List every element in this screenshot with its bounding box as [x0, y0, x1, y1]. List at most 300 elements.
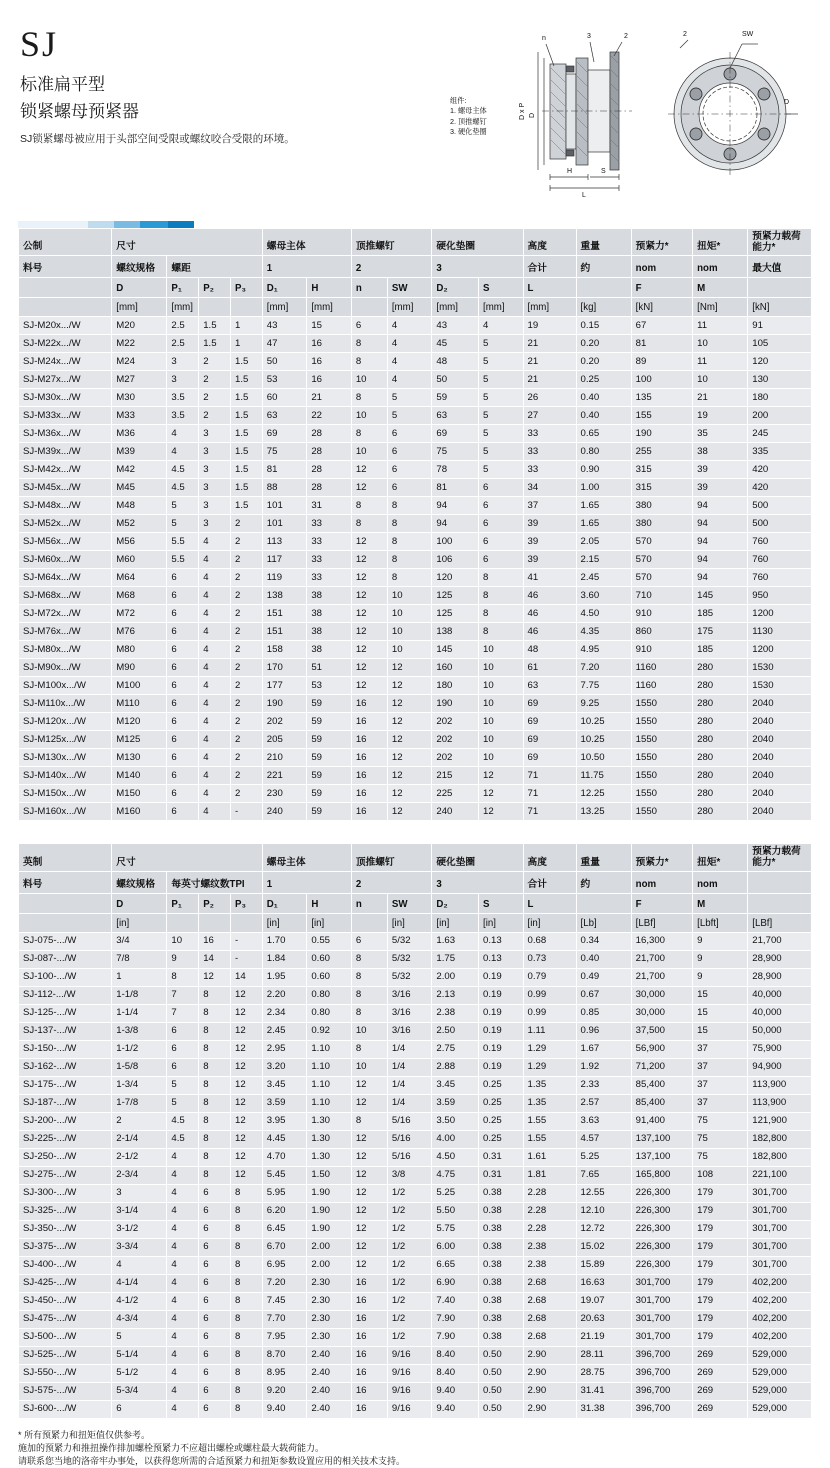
- cell-value: 179: [693, 1184, 748, 1202]
- cell-value: 6: [167, 731, 199, 749]
- m-sub-pitch: 螺距: [167, 256, 262, 278]
- cell-value: 37: [693, 1076, 748, 1094]
- cell-value: 4: [199, 641, 231, 659]
- cell-part-number: SJ-475-.../W: [19, 1310, 112, 1328]
- cell-value: 570: [631, 569, 692, 587]
- cell-value: 1/4: [387, 1040, 432, 1058]
- cell-value: 1.5: [231, 425, 263, 443]
- cell-value: 1.5: [231, 353, 263, 371]
- cell-value: 16.63: [576, 1274, 631, 1292]
- m-unit-code: [19, 298, 112, 317]
- cell-value: 170: [262, 659, 307, 677]
- cell-value: 8: [199, 1130, 231, 1148]
- cell-value: M24: [112, 353, 167, 371]
- cell-value: 151: [262, 605, 307, 623]
- cell-value: 81: [631, 335, 692, 353]
- cell-value: 3-1/2: [112, 1220, 167, 1238]
- cell-value: M56: [112, 533, 167, 551]
- cell-value: 12: [351, 1166, 387, 1184]
- cell-value: 113,900: [748, 1094, 812, 1112]
- cell-value: 179: [693, 1202, 748, 1220]
- cell-value: 301,700: [631, 1328, 692, 1346]
- cell-value: 2.88: [432, 1058, 479, 1076]
- cell-value: 3/16: [387, 1022, 432, 1040]
- cell-value: 6: [199, 1310, 231, 1328]
- cell-value: 4.95: [576, 641, 631, 659]
- cell-value: M52: [112, 515, 167, 533]
- cell-value: 100: [631, 371, 692, 389]
- i-unit-F: [LBf]: [631, 913, 692, 932]
- m-unit-n: [351, 298, 387, 317]
- label-n: n: [542, 35, 546, 42]
- m-unit-H: [mm]: [307, 298, 352, 317]
- table-row: [19, 1076, 812, 1094]
- cell-value: 1.90: [307, 1184, 352, 1202]
- cell-value: 760: [748, 533, 812, 551]
- cell-value: 38: [307, 623, 352, 641]
- cell-value: 94: [432, 497, 479, 515]
- cell-value: 46: [523, 605, 576, 623]
- cell-value: 4: [112, 1256, 167, 1274]
- cell-value: 81: [262, 461, 307, 479]
- m-grp-height: 高度: [523, 229, 576, 256]
- cell-value: 6: [167, 641, 199, 659]
- cell-value: 1.5: [231, 443, 263, 461]
- i-sym-D: D: [112, 893, 167, 913]
- cell-value: 1530: [748, 659, 812, 677]
- cell-value: 2: [199, 371, 231, 389]
- i-unit-P2: [199, 913, 231, 932]
- cell-value: 4: [167, 1202, 199, 1220]
- cell-value: 48: [432, 353, 479, 371]
- cell-value: 280: [693, 695, 748, 713]
- cell-part-number: SJ-M64x.../W: [19, 569, 112, 587]
- cell-value: 4: [199, 731, 231, 749]
- table-row: [19, 479, 812, 497]
- cell-value: 175: [693, 623, 748, 641]
- cell-value: 4: [167, 1238, 199, 1256]
- table-row: [19, 677, 812, 695]
- label-DxP: D x P: [519, 102, 526, 120]
- cell-value: 100: [432, 533, 479, 551]
- cell-value: 113,900: [748, 1076, 812, 1094]
- cell-value: 3/4: [112, 932, 167, 950]
- cell-part-number: SJ-M20x.../W: [19, 317, 112, 335]
- cell-value: 94: [693, 497, 748, 515]
- cell-value: 4: [199, 659, 231, 677]
- cell-value: 225: [432, 785, 479, 803]
- cell-value: 177: [262, 677, 307, 695]
- cell-value: 7.65: [576, 1166, 631, 1184]
- cell-value: 94,900: [748, 1058, 812, 1076]
- cell-value: 2.68: [523, 1310, 576, 1328]
- i-unit-C: [LBf]: [748, 913, 812, 932]
- cell-value: 33: [523, 443, 576, 461]
- cell-value: 3/8: [387, 1166, 432, 1184]
- cell-value: 280: [693, 749, 748, 767]
- cell-value: 1-5/8: [112, 1058, 167, 1076]
- cell-value: 8: [231, 1346, 263, 1364]
- cell-value: 22: [307, 407, 352, 425]
- cell-value: M72: [112, 605, 167, 623]
- cell-value: 2040: [748, 731, 812, 749]
- cell-value: 910: [631, 641, 692, 659]
- cell-value: 12: [387, 749, 432, 767]
- i-sym-L: L: [523, 893, 576, 913]
- cell-value: 16: [351, 713, 387, 731]
- m-sub-torque: nom: [693, 256, 748, 278]
- cell-value: 1.70: [262, 932, 307, 950]
- cell-value: 6: [199, 1202, 231, 1220]
- cell-value: 6: [167, 803, 199, 821]
- cell-value: 10: [387, 641, 432, 659]
- i-grp-body: 螺母主体: [262, 844, 351, 871]
- cell-value: 4: [199, 551, 231, 569]
- m-sym-D1: D₁: [262, 278, 307, 298]
- cell-value: 6: [199, 1346, 231, 1364]
- cell-part-number: SJ-175-.../W: [19, 1076, 112, 1094]
- cell-value: 108: [693, 1166, 748, 1184]
- cell-value: 4: [167, 1292, 199, 1310]
- cell-value: 1.92: [576, 1058, 631, 1076]
- cell-value: 8: [351, 335, 387, 353]
- cell-value: 5.50: [432, 1202, 479, 1220]
- cell-value: 37: [693, 1040, 748, 1058]
- cell-value: 10: [351, 1022, 387, 1040]
- cell-value: 5.5: [167, 551, 199, 569]
- m-sym-W: [576, 278, 631, 298]
- cell-value: 380: [631, 515, 692, 533]
- metric-spec-table: [18, 228, 812, 821]
- cell-value: 94: [693, 533, 748, 551]
- table-row: [19, 371, 812, 389]
- cell-value: 21,700: [748, 932, 812, 950]
- cell-value: 33: [523, 425, 576, 443]
- cell-value: 6.70: [262, 1238, 307, 1256]
- cell-value: M30: [112, 389, 167, 407]
- cell-value: 269: [693, 1382, 748, 1400]
- cell-value: 9: [693, 932, 748, 950]
- cell-value: 380: [631, 497, 692, 515]
- m-sym-D: D: [112, 278, 167, 298]
- m-unit-D1: [mm]: [262, 298, 307, 317]
- m-grp-capacity: 预紧力载荷能力*: [748, 229, 812, 256]
- cell-value: 4-1/4: [112, 1274, 167, 1292]
- cell-value: 1-3/8: [112, 1022, 167, 1040]
- cell-value: 125: [432, 605, 479, 623]
- cell-value: 1: [231, 317, 263, 335]
- cell-part-number: SJ-100-.../W: [19, 968, 112, 986]
- cell-value: 6.65: [432, 1256, 479, 1274]
- cell-value: 179: [693, 1220, 748, 1238]
- cell-value: 2.50: [432, 1022, 479, 1040]
- cell-value: 145: [693, 587, 748, 605]
- cell-value: 6.20: [262, 1202, 307, 1220]
- cell-value: 16: [307, 371, 352, 389]
- cell-value: 3-3/4: [112, 1238, 167, 1256]
- cell-value: 10: [351, 443, 387, 461]
- cell-value: 5: [387, 407, 432, 425]
- m-unit-D2: [mm]: [432, 298, 479, 317]
- label-H: H: [567, 168, 573, 175]
- cell-value: 240: [262, 803, 307, 821]
- cell-value: 1-1/2: [112, 1040, 167, 1058]
- i-sym-P2: P₂: [199, 893, 231, 913]
- footnotes: [18, 1429, 812, 1468]
- cell-value: 301,700: [748, 1184, 812, 1202]
- i-sub-torque: nom: [693, 871, 748, 893]
- cell-value: 5: [387, 389, 432, 407]
- cell-value: 0.20: [576, 353, 631, 371]
- m-sym-M: M: [693, 278, 748, 298]
- cell-value: 1.67: [576, 1040, 631, 1058]
- cell-value: M48: [112, 497, 167, 515]
- cell-value: 0.25: [576, 371, 631, 389]
- cell-value: 33: [523, 461, 576, 479]
- cell-value: 1160: [631, 677, 692, 695]
- cell-value: 8: [479, 587, 524, 605]
- cell-value: 4.50: [432, 1148, 479, 1166]
- cell-value: 16: [351, 1382, 387, 1400]
- i-grp-preload: 预紧力*: [631, 844, 692, 871]
- cell-value: 31.41: [576, 1382, 631, 1400]
- cell-value: 16: [351, 803, 387, 821]
- m-unit-M: [Nm]: [693, 298, 748, 317]
- cell-value: 1.75: [432, 950, 479, 968]
- cell-part-number: SJ-M120x.../W: [19, 713, 112, 731]
- cell-value: 28.75: [576, 1364, 631, 1382]
- cell-value: 570: [631, 533, 692, 551]
- cell-value: 6.45: [262, 1220, 307, 1238]
- cell-value: 9.20: [262, 1382, 307, 1400]
- cell-value: 28: [307, 443, 352, 461]
- cell-value: 1-3/4: [112, 1076, 167, 1094]
- cell-value: 12: [351, 1220, 387, 1238]
- legend-item-1: 1. 螺母主体: [450, 106, 487, 116]
- m-sub-preload: nom: [631, 256, 692, 278]
- cell-value: 6: [167, 695, 199, 713]
- cell-part-number: SJ-300-.../W: [19, 1184, 112, 1202]
- cell-value: 8: [387, 533, 432, 551]
- cell-value: 1.84: [262, 950, 307, 968]
- cell-part-number: SJ-M52x.../W: [19, 515, 112, 533]
- cell-value: 145: [432, 641, 479, 659]
- cell-value: 0.38: [479, 1328, 524, 1346]
- footnote-1: * 所有预紧力和扭矩值仅供参考。: [18, 1429, 151, 1440]
- cell-value: 39: [523, 551, 576, 569]
- cell-value: 12: [231, 1166, 263, 1184]
- cell-value: 1.5: [199, 335, 231, 353]
- cell-value: 28: [307, 479, 352, 497]
- cell-value: 0.13: [479, 932, 524, 950]
- cell-value: 85,400: [631, 1076, 692, 1094]
- m-unit-L: [mm]: [523, 298, 576, 317]
- cell-value: 1.90: [307, 1202, 352, 1220]
- cell-value: 6: [199, 1292, 231, 1310]
- cell-value: 47: [262, 335, 307, 353]
- cell-value: 4: [167, 1166, 199, 1184]
- cell-value: 8: [351, 986, 387, 1004]
- cell-value: M80: [112, 641, 167, 659]
- cell-value: 12: [231, 986, 263, 1004]
- cell-value: 9: [693, 968, 748, 986]
- cell-value: 0.40: [576, 389, 631, 407]
- cell-value: 71: [523, 803, 576, 821]
- legend-title: 组件:: [450, 96, 467, 105]
- cell-value: 2: [231, 605, 263, 623]
- cell-value: 12: [231, 1058, 263, 1076]
- cell-value: 280: [693, 677, 748, 695]
- cell-value: 2.40: [307, 1346, 352, 1364]
- cell-value: 16: [351, 1346, 387, 1364]
- m-symbol-row: [19, 278, 812, 298]
- cell-value: 45: [432, 335, 479, 353]
- cell-value: 135: [631, 389, 692, 407]
- cell-value: 8: [199, 1058, 231, 1076]
- decorative-color-bar: [18, 221, 812, 228]
- cell-value: 9.40: [432, 1400, 479, 1418]
- cell-value: 4.35: [576, 623, 631, 641]
- cell-value: 5: [479, 389, 524, 407]
- cell-value: 39: [523, 533, 576, 551]
- cell-value: 5.5: [167, 533, 199, 551]
- cell-value: 12: [351, 605, 387, 623]
- m-sym-L: L: [523, 278, 576, 298]
- cell-value: 2: [199, 353, 231, 371]
- cell-value: 5: [167, 1094, 199, 1112]
- cell-value: 710: [631, 587, 692, 605]
- cell-value: 0.79: [523, 968, 576, 986]
- cell-value: 3.95: [262, 1112, 307, 1130]
- cell-value: 6: [387, 479, 432, 497]
- cell-value: 2: [231, 695, 263, 713]
- cell-value: 7.45: [262, 1292, 307, 1310]
- table-row: [19, 1346, 812, 1364]
- cell-value: 8: [167, 968, 199, 986]
- cell-value: M36: [112, 425, 167, 443]
- cell-value: 12: [231, 1148, 263, 1166]
- cell-value: 4: [199, 569, 231, 587]
- label-2b: 2: [683, 31, 687, 38]
- cell-value: 8.95: [262, 1364, 307, 1382]
- cell-value: 10.50: [576, 749, 631, 767]
- m-grp-weight: 重量: [576, 229, 631, 256]
- cell-part-number: SJ-M39x.../W: [19, 443, 112, 461]
- cell-value: 12: [351, 623, 387, 641]
- cell-value: 1: [112, 968, 167, 986]
- i-sym-SW: SW: [387, 893, 432, 913]
- m-sub-height: 合计: [523, 256, 576, 278]
- m-grp-washer: 硬化垫圈: [432, 229, 523, 256]
- cell-value: 2040: [748, 713, 812, 731]
- cell-value: 5: [479, 461, 524, 479]
- cell-value: 4.57: [576, 1130, 631, 1148]
- cell-value: 37,500: [631, 1022, 692, 1040]
- cell-value: 33: [307, 569, 352, 587]
- cell-value: 0.38: [479, 1202, 524, 1220]
- cell-value: 1.65: [576, 515, 631, 533]
- cell-value: 4: [199, 677, 231, 695]
- table-row: [19, 1184, 812, 1202]
- cell-value: 396,700: [631, 1400, 692, 1418]
- i-sub-capacity: [748, 871, 812, 893]
- cell-part-number: SJ-400-.../W: [19, 1256, 112, 1274]
- cell-value: 12: [231, 1130, 263, 1148]
- cell-value: 0.31: [479, 1148, 524, 1166]
- cell-value: 1.00: [576, 479, 631, 497]
- cell-value: 210: [262, 749, 307, 767]
- cell-value: M100: [112, 677, 167, 695]
- cell-value: 1.35: [523, 1094, 576, 1112]
- cell-value: 1.30: [307, 1148, 352, 1166]
- cell-value: 10: [479, 749, 524, 767]
- cell-value: 335: [748, 443, 812, 461]
- cell-value: 8: [231, 1184, 263, 1202]
- cell-value: 19.07: [576, 1292, 631, 1310]
- cell-value: 1.10: [307, 1076, 352, 1094]
- cell-value: 4.45: [262, 1130, 307, 1148]
- cell-value: 1/2: [387, 1220, 432, 1238]
- cell-value: 12: [231, 1076, 263, 1094]
- legend-item-2: 2. 顶推螺钉: [450, 116, 487, 126]
- cell-value: 950: [748, 587, 812, 605]
- cell-value: 5/32: [387, 932, 432, 950]
- cell-value: 3.60: [576, 587, 631, 605]
- cell-value: 51: [307, 659, 352, 677]
- i-unit-L: [in]: [523, 913, 576, 932]
- i-sub-screw-num: 2: [351, 871, 432, 893]
- i-symbol-row: [19, 893, 812, 913]
- cell-value: 202: [432, 731, 479, 749]
- cell-value: 3-1/4: [112, 1202, 167, 1220]
- cell-value: 226,300: [631, 1238, 692, 1256]
- cell-value: 6: [167, 659, 199, 677]
- cell-value: 269: [693, 1400, 748, 1418]
- m-sym-F: F: [631, 278, 692, 298]
- cell-value: 4-1/2: [112, 1292, 167, 1310]
- cell-value: 12: [351, 1238, 387, 1256]
- cell-value: 88: [262, 479, 307, 497]
- cell-value: 120: [748, 353, 812, 371]
- cell-value: 0.60: [307, 950, 352, 968]
- cell-value: 81: [432, 479, 479, 497]
- cell-value: 5/16: [387, 1148, 432, 1166]
- cell-value: 16: [351, 1292, 387, 1310]
- cell-value: 529,000: [748, 1400, 812, 1418]
- cell-value: 67: [631, 317, 692, 335]
- cell-value: 396,700: [631, 1346, 692, 1364]
- cell-value: 0.38: [479, 1220, 524, 1238]
- cell-value: 1.65: [576, 497, 631, 515]
- cell-value: 1.29: [523, 1040, 576, 1058]
- cell-value: 15.02: [576, 1238, 631, 1256]
- cell-value: 2-1/2: [112, 1148, 167, 1166]
- cell-value: 7.40: [432, 1292, 479, 1310]
- cell-value: 4: [387, 353, 432, 371]
- table-row: [19, 461, 812, 479]
- cell-value: 182,800: [748, 1130, 812, 1148]
- cell-value: M64: [112, 569, 167, 587]
- cell-value: 301,700: [748, 1202, 812, 1220]
- cell-value: 12: [231, 1094, 263, 1112]
- cell-value: 8: [387, 551, 432, 569]
- cell-value: 31: [307, 497, 352, 515]
- cell-value: 280: [693, 659, 748, 677]
- cell-value: 59: [432, 389, 479, 407]
- cell-part-number: SJ-500-.../W: [19, 1328, 112, 1346]
- i-sym-H: H: [307, 893, 352, 913]
- cell-value: 7.90: [432, 1328, 479, 1346]
